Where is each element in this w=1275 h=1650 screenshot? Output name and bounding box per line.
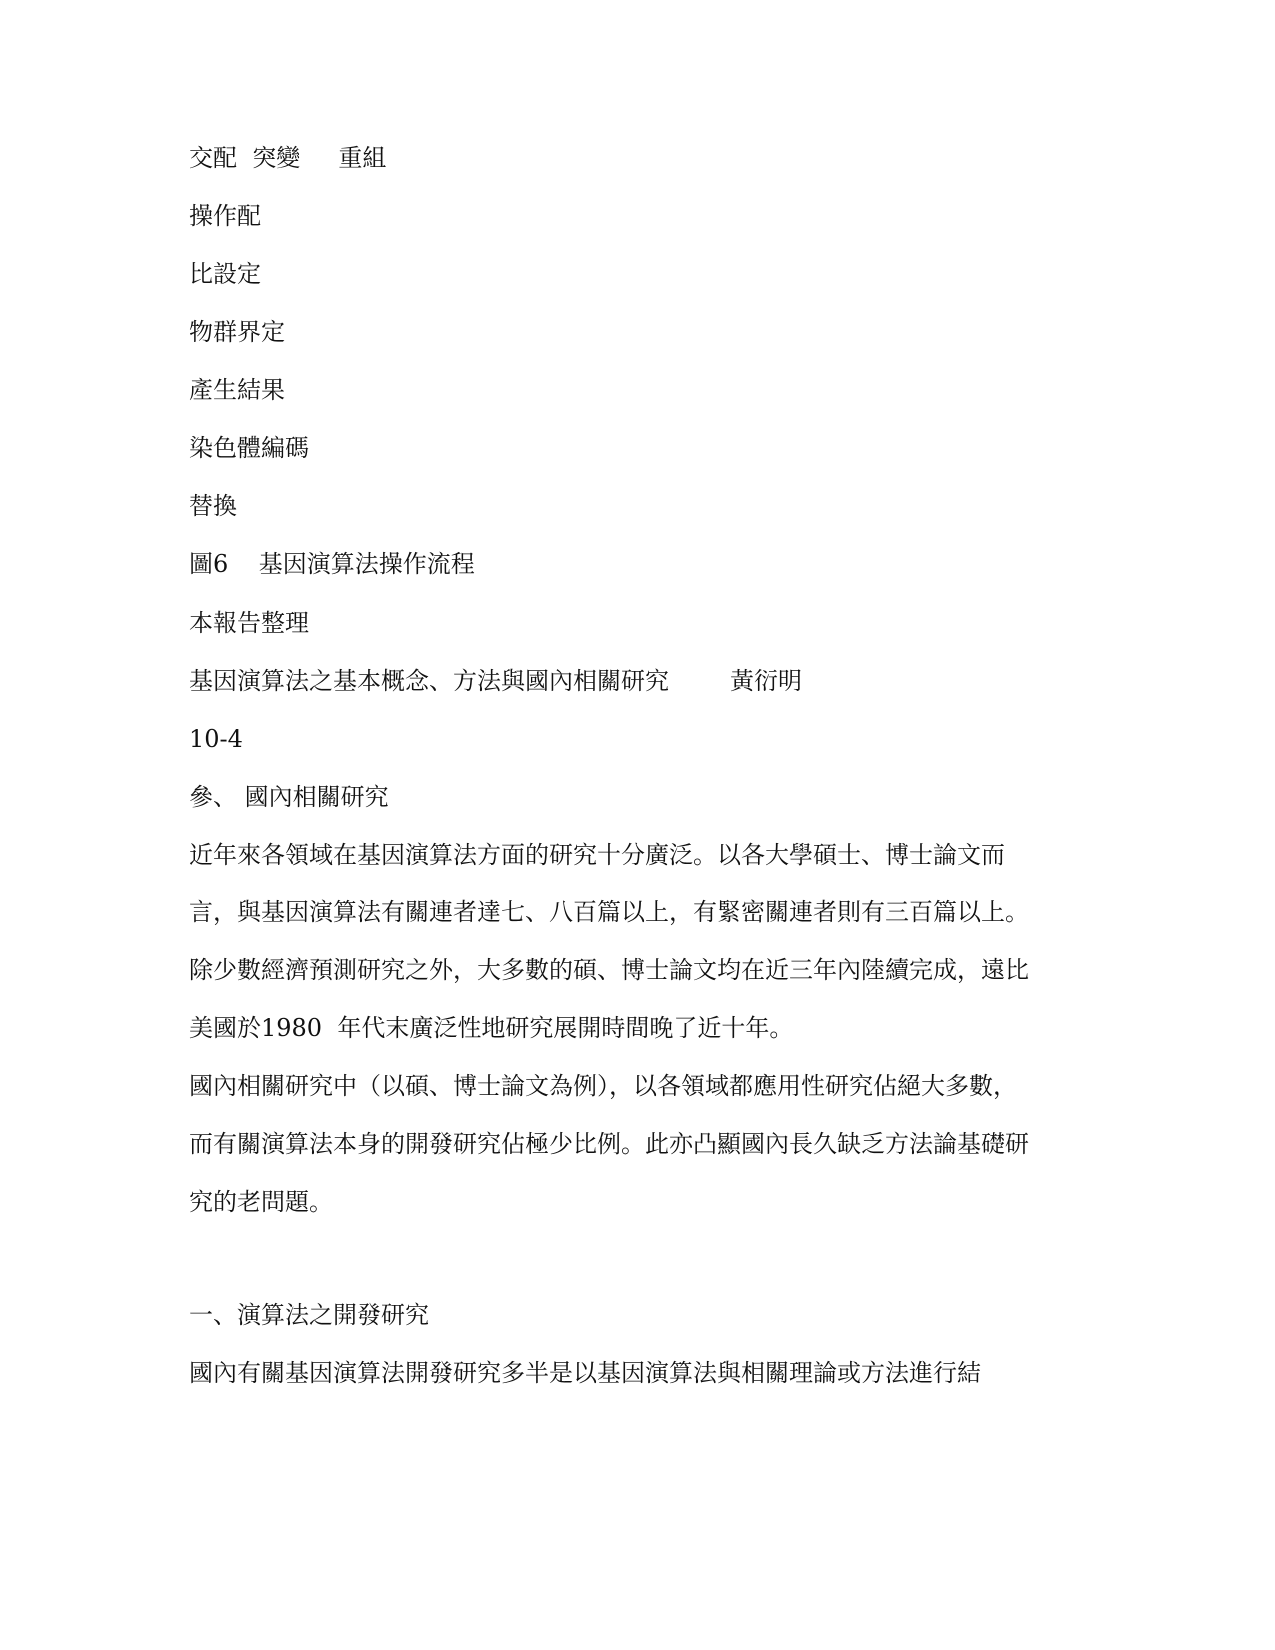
section-title: 參、 國內相關研究 <box>189 783 389 811</box>
subsection-title: 一、演算法之開發研究 <box>189 1301 429 1329</box>
page-number: 10-4 <box>189 725 243 753</box>
paragraph-line: 而有關演算法本身的開發研究佔極少比例。此亦凸顯國內長久缺乏方法論基礎研 <box>189 1130 1029 1158</box>
figure-label-crossover-mutation-recombination: 交配 突變 重組 <box>189 144 387 172</box>
paragraph-line: 國內相關研究中（以碩、博士論文為例），以各領域都應用性研究佔絕大多數， <box>189 1072 1017 1100</box>
paragraph-line: 言，與基因演算法有關連者達七、八百篇以上，有緊密關連者則有三百篇以上。 <box>189 898 1029 926</box>
figure-label-result: 產生結果 <box>189 376 285 404</box>
figure-label-replacement: 替換 <box>189 492 237 520</box>
figure-label-chromosome-encoding: 染色體編碼 <box>189 434 309 462</box>
figure-label-ratio-setting: 比設定 <box>189 260 261 288</box>
figure-label-operation: 操作配 <box>189 202 261 230</box>
paragraph-line: 究的老問題。 <box>189 1188 333 1216</box>
paragraph-line: 國內有關基因演算法開發研究多半是以基因演算法與相關理論或方法進行結 <box>189 1359 981 1387</box>
figure-caption: 圖6 基因演算法操作流程 <box>189 550 475 578</box>
figure-label-population: 物群界定 <box>189 318 285 346</box>
paragraph-line: 除少數經濟預測研究之外，大多數的碩、博士論文均在近三年內陸續完成，遠比 <box>189 956 1029 984</box>
running-header: 基因演算法之基本概念、方法與國內相關研究 黃衍明 <box>189 667 803 695</box>
figure-source: 本報告整理 <box>189 609 309 637</box>
paragraph-line: 近年來各領域在基因演算法方面的研究十分廣泛。以各大學碩士、博士論文而 <box>189 841 1005 869</box>
paragraph-line: 美國於1980 年代末廣泛性地研究展開時間晚了近十年。 <box>189 1014 794 1042</box>
